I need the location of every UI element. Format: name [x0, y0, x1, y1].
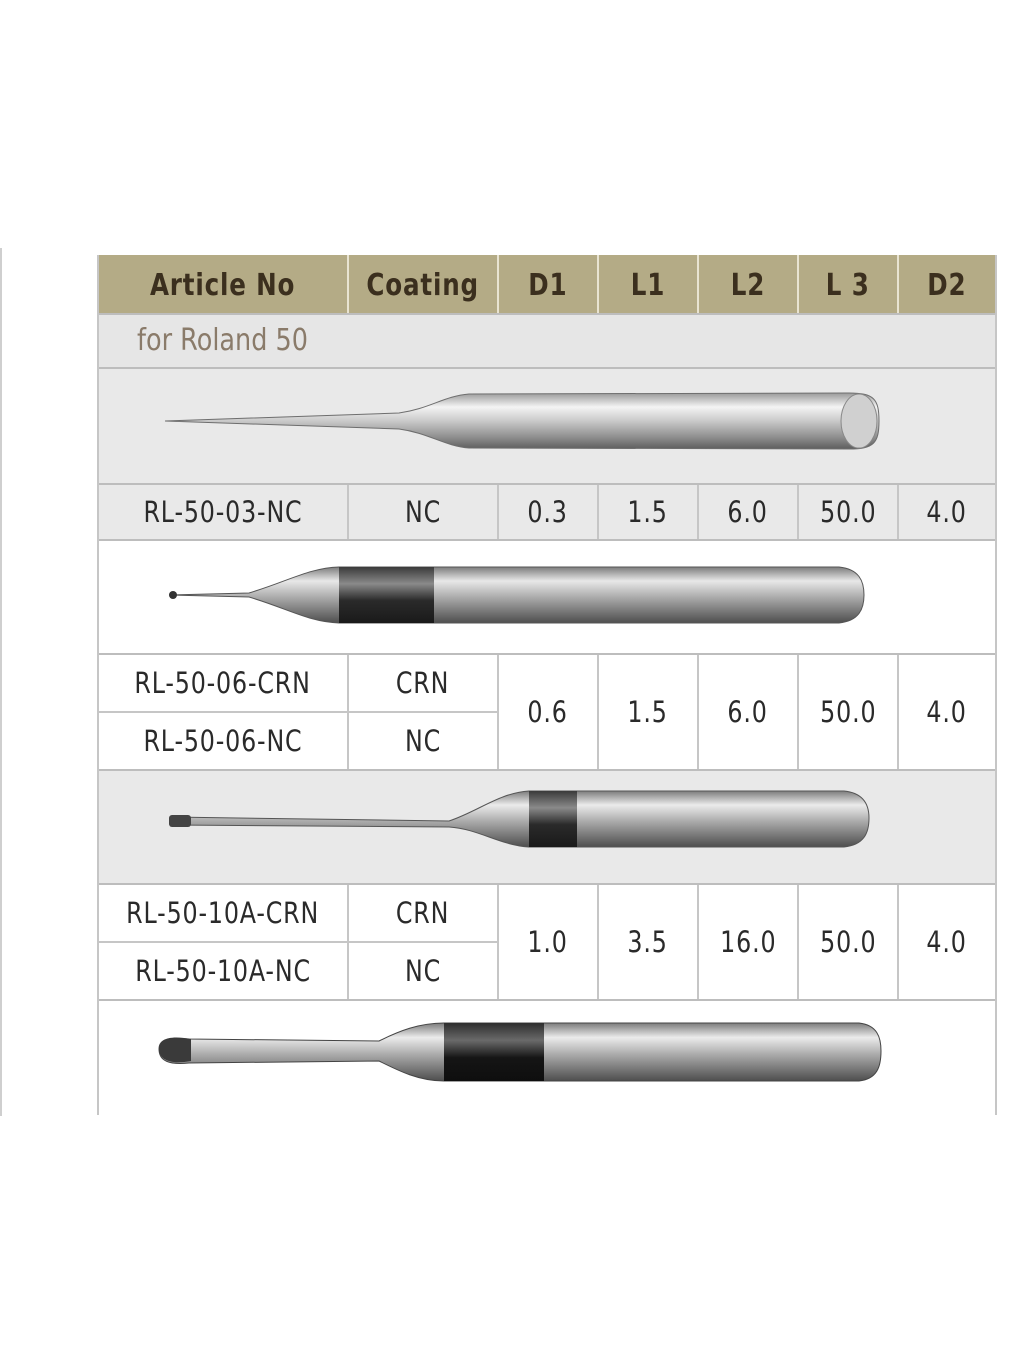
l3-cell: 50.0 [799, 485, 899, 539]
l2-cell: 6.0 [699, 655, 799, 769]
l1-cell: 1.5 [599, 485, 699, 539]
l2-cell: 6.0 [699, 485, 799, 539]
header-l3: L 3 [799, 255, 899, 313]
header-l1: L1 [599, 255, 699, 313]
table-header-row [99, 255, 995, 313]
header-d1: D1 [499, 255, 599, 313]
group-label: for Roland 50 [137, 323, 308, 358]
l2-cell: 16.0 [699, 885, 799, 999]
d1-cell: 1.0 [499, 885, 599, 999]
l1-cell: 3.5 [599, 885, 699, 999]
product-image-row [99, 541, 995, 655]
product-spec-table [97, 255, 997, 1115]
l1-cell: 1.5 [599, 655, 699, 769]
coating-cell: CRN [349, 885, 499, 941]
d1-cell: 0.6 [499, 655, 599, 769]
article-no-cell: RL-50-03-NC [99, 485, 349, 539]
l3-cell: 50.0 [799, 655, 899, 769]
header-coating: Coating [349, 255, 499, 313]
milling-bur-long-neck-icon [99, 771, 995, 883]
coating-cell: NC [349, 943, 499, 999]
d2-cell: 4.0 [926, 925, 968, 959]
article-no-cell: RL-50-06-NC [99, 713, 349, 769]
coating-cell: NC [349, 713, 499, 769]
page-left-rule [0, 248, 2, 1116]
article-no-cell: RL-50-06-CRN [99, 655, 349, 711]
milling-bur-coated-icon [99, 541, 995, 653]
d2-cell: 4.0 [926, 495, 968, 529]
article-no-cell: RL-50-10A-NC [99, 943, 349, 999]
l3-cell: 50.0 [799, 885, 899, 999]
article-no-cell: RL-50-10A-CRN [99, 885, 349, 941]
d2-cell: 4.0 [926, 695, 968, 729]
header-l2: L2 [699, 255, 799, 313]
table-row-group [99, 655, 995, 771]
d1-cell: 0.3 [499, 485, 599, 539]
coating-cell: CRN [349, 655, 499, 711]
product-image-row [99, 771, 995, 885]
product-image-row [99, 1001, 995, 1115]
product-image-row [99, 369, 995, 485]
table-row-group [99, 885, 995, 1001]
milling-bur-ball-end-icon [99, 1001, 995, 1113]
group-row [99, 313, 995, 369]
table-row [99, 485, 995, 541]
coating-cell: NC [349, 485, 499, 539]
header-article-no: Article No [99, 255, 349, 313]
header-d2: D2 [927, 268, 967, 303]
milling-bur-tapered-icon [99, 369, 995, 483]
